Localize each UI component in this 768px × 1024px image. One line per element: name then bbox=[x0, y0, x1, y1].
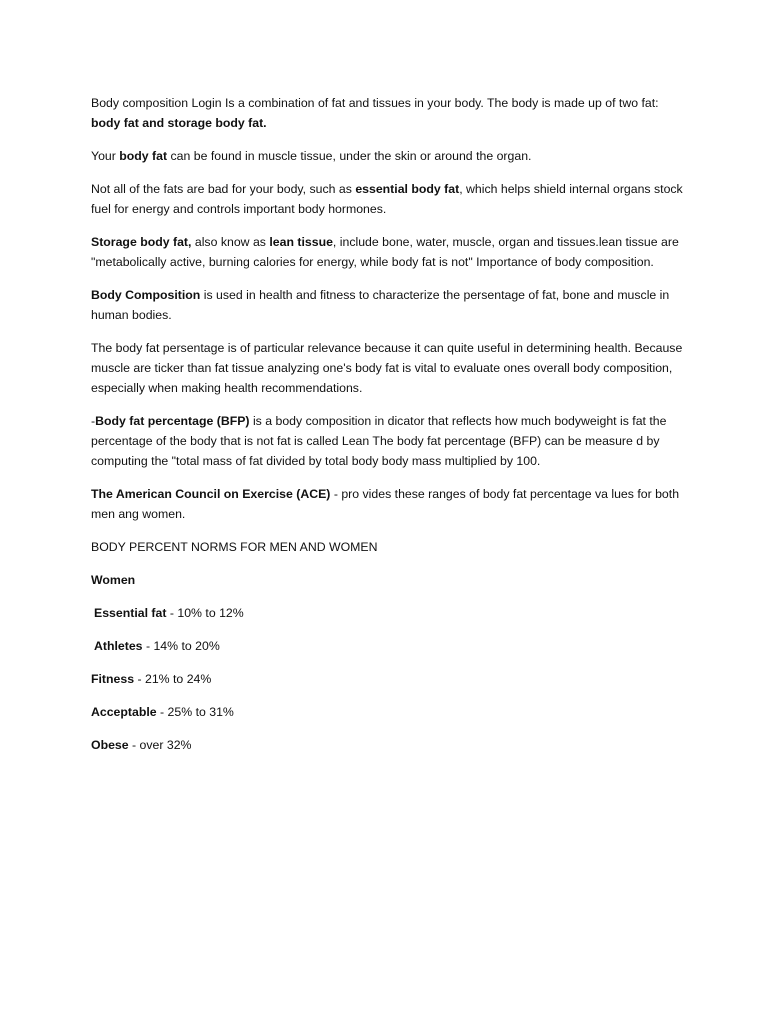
norm-label: Acceptable bbox=[91, 705, 157, 719]
norm-label: Athletes bbox=[94, 639, 146, 653]
norm-value: - 14% to 20% bbox=[145, 639, 220, 653]
paragraph-essential-fat bbox=[91, 179, 691, 219]
norm-value: - 21% to 24% bbox=[134, 672, 212, 686]
text: , include bone, water, muscle, organ and tissues.lean tissue are "metabolically active, burning calories for energy, while body fat is not" Importance of body composition. bbox=[91, 235, 679, 269]
bold-text: lean tissue bbox=[269, 235, 333, 249]
text: Your bbox=[91, 149, 120, 163]
bold-text: Body fat percentage (BFP) bbox=[95, 414, 250, 428]
paragraph-body-composition-intro bbox=[91, 93, 691, 133]
paragraph-ace bbox=[91, 484, 691, 524]
text: Body composition Login Is a combination of fat and tissues in your body. The body is made up of two fat: bbox=[91, 96, 659, 110]
norm-label: Fitness bbox=[91, 672, 135, 686]
document-page bbox=[91, 93, 691, 768]
bold-text: Body Composition bbox=[91, 288, 201, 302]
norm-value: - 25% to 31% bbox=[156, 705, 234, 719]
text: - bbox=[91, 414, 96, 428]
bold-text: Storage body fat, bbox=[91, 235, 192, 249]
norms-group-label bbox=[91, 570, 691, 590]
paragraph-bfp bbox=[91, 411, 691, 471]
norm-item-essential-fat bbox=[91, 603, 691, 623]
text: is a body composition in dicator that reflects how much bodyweight is fat the percentage of the body that is not fat is called Lean The body fat percentage (BFP) can be measure d by computing the "total mass of fat divided by total body body mass multiplied by 100. bbox=[91, 414, 667, 468]
paragraph-body-fat-relevance bbox=[91, 338, 691, 398]
norms-heading: BODY PERCENT NORMS FOR MEN AND WOMEN bbox=[91, 540, 378, 554]
norm-label: Obese bbox=[91, 738, 129, 752]
text: Not all of the fats are bad for your body, such as bbox=[91, 182, 356, 196]
text: - pro vides these ranges of body fat percentage va lues for both men ang women. bbox=[91, 487, 680, 521]
bold-text: Women bbox=[91, 573, 136, 587]
text: can be found in muscle tissue, under the skin or around the organ. bbox=[167, 149, 532, 163]
bold-text: The American Council on Exercise (ACE) bbox=[91, 487, 331, 501]
norm-item-obese bbox=[91, 735, 691, 755]
norm-item-fitness bbox=[91, 669, 691, 689]
norm-label: Essential fat bbox=[94, 606, 167, 620]
text: is used in health and fitness to characterize the persentage of fat, bone and muscle in human bodies. bbox=[91, 288, 670, 322]
norm-value: - 10% to 12% bbox=[166, 606, 244, 620]
text: also know as bbox=[191, 235, 270, 249]
paragraph-body-composition-usage bbox=[91, 285, 691, 325]
paragraph-body-fat bbox=[91, 146, 691, 166]
text: The body fat persentage is of particular relevance because it can quite useful in determining health. Because muscle are ticker than fat tissue analyzing one's body fat is vital to evaluate ones overall body composition, especially when making health recommendations. bbox=[91, 341, 683, 395]
norm-value: - over 32% bbox=[128, 738, 192, 752]
bold-text: body fat bbox=[119, 149, 168, 163]
bold-text: body fat and storage body fat. bbox=[91, 116, 267, 130]
bold-text: essential body fat bbox=[355, 182, 460, 196]
paragraph-storage-body-fat bbox=[91, 232, 691, 272]
text: , which helps shield internal organs stock fuel for energy and controls important body hormones. bbox=[91, 182, 683, 216]
norm-item-acceptable bbox=[91, 702, 691, 722]
norm-item-athletes bbox=[91, 636, 691, 656]
